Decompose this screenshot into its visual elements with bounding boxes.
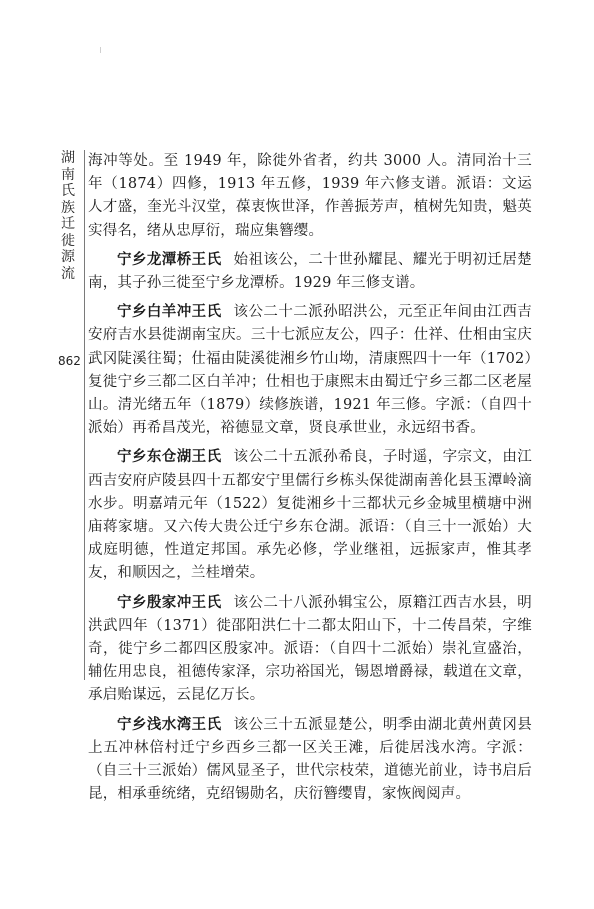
clan-entry <box>88 300 532 440</box>
clan-heading: 宁乡殷家冲王氏 <box>117 593 222 611</box>
clan-entry <box>88 713 532 807</box>
main-text <box>88 150 532 811</box>
clan-text: 该公二十八派孙辑宝公，原籍江西吉水县，明洪武四年（1371）徙邵阳洪仁十二都太阳山下，十二传昌荣，字维奇，徙宁乡二都四区殷家冲。派语：（自四十二派始）崇礼宣盛治，辅佐用忠良，祖德传家泽，宗功裕国光，锡恩增爵禄，载道在文章，承启贻谋远，云昆亿万长。 <box>88 594 532 704</box>
margin-mark <box>100 47 101 53</box>
clan-heading: 宁乡东仓湖王氏 <box>117 448 222 466</box>
clan-heading: 宁乡白羊冲王氏 <box>117 303 222 321</box>
clan-entry <box>88 591 532 708</box>
clan-text: 始祖该公，二十世孙耀昆、耀光于明初迁居楚南，其子孙三徙至宁乡龙潭桥。1929 年三修支谱。 <box>88 251 532 292</box>
clan-text: 该公三十五派显楚公，明季由湖北黄州黄冈县上五冲林倍村迁宁乡西乡三都一区关王滩，后徙居浅水湾。字派：（自三十三派始）儒风显圣子，世代宗枝荣，道德光前业，诗书启后昆，相承垂统绪，克绍锡勋名，庆衍簪缨胄，家恢阀阅声。 <box>88 716 532 803</box>
clan-text: 该公二十五派孙希良，子时遥，字宗文，由江西吉安府庐陵县四十五都安宁里儒行乡栋头保徙湖南善化县玉潭岭滴水步。明嘉靖元年（1522）复徙湘乡十三都状元乡金城里横塘中洲庙蒋家塘。又六传大贵公迁宁乡东仓湖。派语：（自三十一派始）大成庭明德，性道定邦国。承先必修，学业继祖，远振家声，惟其孝友，和顺因之，兰桂增荣。 <box>88 449 532 582</box>
paragraph-text: 海冲等处。至 1949 年，除徙外省者，约共 3000 人。清同治十三年（1874）四修，1913 年五修，1939 年六修支谱。派语：文运人才盛，奎光斗汉堂，葆衷恢世泽，作善振芳声，植树先知贵，魁英实得名，绪从忠厚衍，瑞应集簪缨。 <box>88 153 532 239</box>
paragraph-continued <box>88 150 532 243</box>
clan-text: 该公二十二派孙昭洪公，元至正年间由江西吉安府吉水县徙湖南宝庆。三十七派应友公，四子：仕祥、仕相由宝庆武冈陡溪往蜀；仕福由陡溪徙湘乡竹山坳，清康熙四十一年（1702）复徙宁乡三都二区白羊冲；仕相也于康熙末由蜀迁宁乡三都二区老屋山。清光绪五年（1879）续修族谱，1921 年三修。字派：（自四十派始）再希昌茂光，裕德显文章，贤良承世业，永远绍书香。 <box>88 304 532 437</box>
clan-heading: 宁乡浅水湾王氏 <box>117 715 222 733</box>
page-number: 862 <box>58 354 81 368</box>
clan-entry <box>88 445 532 585</box>
running-title: 湖南氏族迁徙源流 <box>61 150 75 282</box>
margin-rule <box>84 150 85 680</box>
clan-heading: 宁乡龙潭桥王氏 <box>117 250 222 268</box>
clan-entry <box>88 248 532 295</box>
